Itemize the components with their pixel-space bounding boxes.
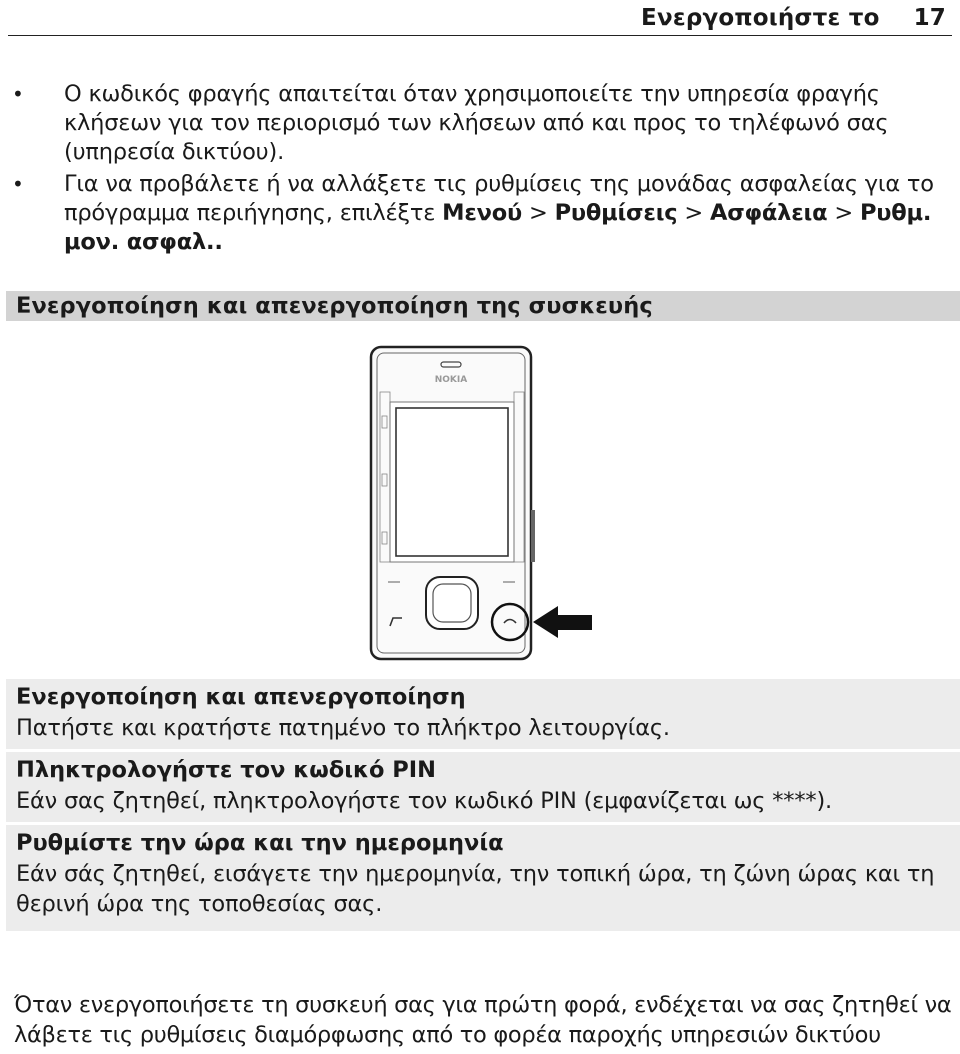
bullet-text: Ο κωδικός φραγής απαιτείται όταν χρησιμοποιείτε την υπηρεσία φραγής κλήσεων για τον περιορισμό των κλήσεων από και προς το τηλέφωνό σας (υπηρεσία δικτύου). <box>64 81 889 165</box>
bullet-text <box>64 170 950 257</box>
footer-paragraph: Όταν ενεργοποιήσετε τη συσκευή σας για πρώτη φορά, ενδέχεται να σας ζητηθεί να λάβετε τις ρυθμίσεις διαμόρφωσης από το φορέα παροχής υπηρεσιών δικτύου <box>14 992 952 1048</box>
steps-panel <box>6 679 960 931</box>
list-item <box>10 80 950 167</box>
bullet-icon: • <box>12 172 24 196</box>
menu-path-separator: > <box>827 200 860 226</box>
menu-path-item: Ρυθμ. μον. ασφαλ. <box>64 200 932 255</box>
step-body: Πατήστε και κρατήστε πατημένο το πλήκτρο λειτουργίας. <box>16 715 670 741</box>
step-title: Ρυθμίστε την ώρα και την ημερομηνία <box>16 830 504 856</box>
step-body: Εάν σας ζητηθεί, πληκτρολογήστε τον κωδικό PIN (εμφανίζεται ως ****). <box>16 788 832 814</box>
menu-path-item: Μενού <box>442 200 523 226</box>
step-title: Πληκτρολογήστε τον κωδικό PIN <box>16 757 436 783</box>
page-header <box>8 0 952 36</box>
step-body: Εάν σάς ζητηθεί, εισάγετε την ημερομηνία, την τοπική ώρα, τη ζώνη ώρας και τη θερινή ώρα της τοποθεσίας σας. <box>16 861 935 917</box>
menu-path-separator: > <box>522 200 555 226</box>
bullet-list <box>10 80 950 260</box>
step-item <box>6 679 960 752</box>
step-title: Ενεργοποίηση και απενεργοποίηση <box>16 684 466 710</box>
phone-brand-label: NOKIA <box>434 375 468 385</box>
header-title: Ενεργοποιήστε το <box>641 4 880 31</box>
arrow-icon <box>533 606 592 638</box>
menu-path-separator: > <box>677 200 710 226</box>
phone-illustration <box>360 340 610 670</box>
bullet-icon: • <box>12 82 24 106</box>
phone-drawing <box>360 340 610 670</box>
list-item <box>10 170 950 257</box>
page-number: 17 <box>913 4 946 31</box>
bullet-text-prefix: Για να προβάλετε ή να αλλάξετε τις ρυθμίσεις της μονάδας ασφαλείας για το πρόγραμμα περιήγησης, επιλέξτε <box>64 171 934 226</box>
step-item <box>6 825 960 931</box>
step-item <box>6 752 960 825</box>
menu-path-item: Ρυθμίσεις <box>554 200 678 226</box>
section-title: Ενεργοποίηση και απενεργοποίηση της συσκευής <box>6 291 960 321</box>
menu-path-item: Ασφάλεια <box>709 200 828 226</box>
menu-path-suffix: . <box>214 229 223 255</box>
